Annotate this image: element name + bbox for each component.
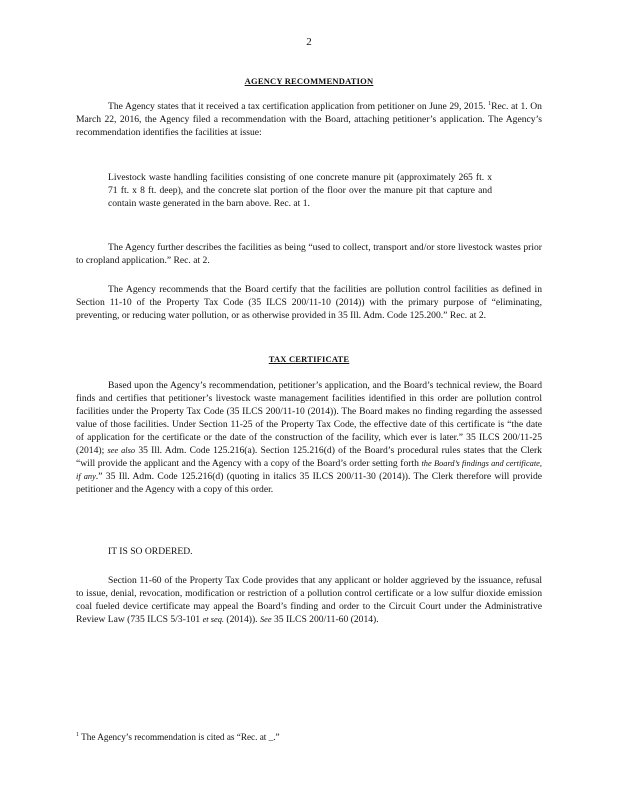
tax-certificate-heading: TAX CERTIFICATE [268, 354, 350, 364]
paragraph-facility-description: The Agency further describes the facilities as being “used to collect, transport and/or store livestock wastes prior to cropland application.” Rec. at 2. [76, 242, 542, 266]
footnote: $^1$ The Agency’s recommendation is cited as “Rec. at _.” [76, 731, 280, 742]
page-number: 2 [306, 36, 312, 48]
footnote-ref: 1 [488, 100, 492, 107]
it-is-so-ordered: IT IS SO ORDERED. [108, 546, 193, 557]
block-quote-facilities: Livestock waste handling facilities consisting of one concrete manure pit (approximately 265 ft. x 71 ft. x 8 ft. deep), and the concrete slat portion of the floor over the manure pit that capture and contain waste generated in the barn above. Rec. at 1. [108, 172, 492, 209]
agency-recommendation-heading: AGENCY RECOMMENDATION [244, 76, 374, 86]
paragraph-appeal: Section 11-60 of the Property Tax Code provides that any applicant or holder aggrieved by the issuance, refusal to issue, denial, revocation, modification or restriction of a pollution control certificate or a low sulfur dioxide emission coal fueled device certificate may appeal the Board’s finding and order to the Circuit Court under the Administrative Review Law (735 ILCS 5/3-101 et seq. (2014)). See 35 ILCS 200/11-60 (2014). [76, 575, 542, 625]
paragraph-application: The Agency states that it received a tax certification application from petitioner on June 29, 2015. $^1$Rec. at 1. On March 22, 2016, the Agency filed a recommendation with the Board, attaching petitioner’s application. The Agency’s recommendation identifies the facilities at issue: [76, 100, 542, 138]
paragraph-tax-certificate: Based upon the Agency’s recommendation, petitioner’s application, and the Board’s technical review, the Board finds and certifies that petitioner’s livestock waste management facilities identified in this order are pollution control facilities under the Property Tax Code (35 ILCS 200/11-10 (2014)). The Board makes no finding regarding the assessed value of those facilities. Under Section 11-25 of the Property Tax Code, the effective date of this certificate is “the date of application for the certificate or the date of the construction of the facility, which ever is later.” 35 ILCS 200/11-25 (2014); see also 35 Ill. Adm. Code 125.216(a). Section 125.216(d) of the Board’s procedural rules states that the Clerk “will provide the applicant and the Agency with a copy of the Board’s order setting forth the Board’s findings and certificate, if any.” 35 Ill. Adm. Code 125.216(d) (quoting in italics 35 ILCS 200/11-30 (2014)). The Clerk therefore will provide petitioner and the Agency with a copy of this order. [76, 380, 543, 495]
paragraph-agency-recommends: The Agency recommends that the Board certify that the facilities are pollution control facilities as defined in Section 11-10 of the Property Tax Code (35 ILCS 200/11-10 (2014)) with the primary purpose of “eliminating, preventing, or reducing water pollution, or as otherwise provided in 35 Ill. Adm. Code 125.200.” Rec. at 2. [76, 284, 542, 321]
